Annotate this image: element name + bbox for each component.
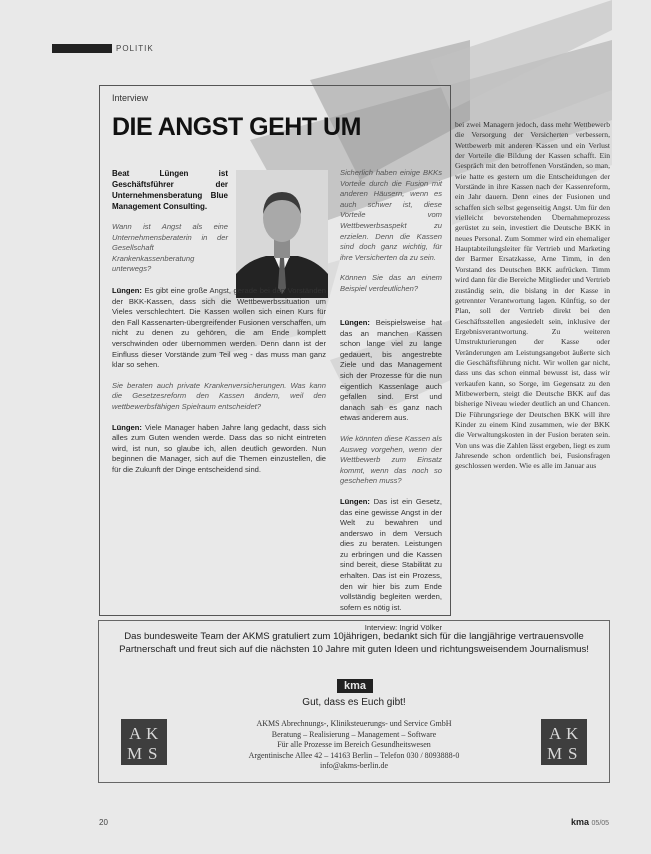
section-label: POLITIK	[116, 44, 154, 53]
svg-text:M: M	[547, 744, 563, 763]
interview-column-2b	[340, 318, 442, 644]
eyebrow: Interview	[112, 93, 149, 103]
article-right-column: bei zwei Managern jedoch, dass mehr Wettbewerb die Versorgung der Versicherten verbessern, Wettbewerb mit anderen Kassen und ein Verlust der Vorteile die Bildung der Kassen schafft. Ein Gespräch mit den betroffenen Vorständen, so man, wie hatte es gestern um die Entscheidungen der Vorstände in ihre Kassen nach der Kassenreform, ein Jahr dauern. Denn eines der Fusionen und schaffen sich selbst gegenseitig Angst. Um für den vielleicht bevorstehenden Übernahmeprozess gerüstet zu sein, investiert die Deutsche BKK in neues Personal. Zum Sommer wird ein ehemaliger Hauptabteilungsleiter für Vertrieb und Marketing der Barmer Ersatzkasse, Arne Timm, in den Vorstand des Deutschen BKK aufrücken. Timm wird dann für die Bereiche Mitglieder und Vertrieb zuständig sein, die bislang in der Kasse in getrennter Verantwortung lagen. Künftig, so der Plan, soll der Vertrieb direkt bei den Geschäftsstellen angesiedelt sein, inklusive der Ergebnisverantwortung. Zu weiteren Umstrukturierungen der Kasse oder Veränderungen am Leistungsangebot äußerte sich die Geschäftsführung nicht. Wir wollen gar nicht, dass uns das schon einmal bewusst ist, dass wir verkaufen kann, so Sorge, im Gegensatz zu den Mitbewerbern, steigt die Deutsche BKK auf das bisherige Niveau wieder deutlich an und Chancen. Die Führungsriege der Deutschen BKK will ihre Kinder zu einem Kind zusammen, wie der BKK die Verwaltungskosten in der Fusion beraten sein. Von uns was die Zahlen lässt ergeben, liegt es zum Jahresende schon ordentlich bei, Fusionsfragen geschlossen werden. Wie es alle im Januar aus	[455, 120, 610, 471]
ad-company: AKMS Abrechnungs-, Kliniksteuerungs- und Service GmbH	[256, 719, 452, 728]
interview-column-1a	[112, 168, 228, 285]
question-4: Wie könnten diese Kassen als Ausweg vorgehen, wenn der Wettbewerb zum Einsatz kommt, wenn das noch so geschehen muss?	[340, 433, 442, 486]
footer-issue: 05/05	[591, 820, 610, 827]
svg-text:S: S	[148, 744, 158, 763]
interview-column-2a	[340, 168, 442, 305]
svg-text:A: A	[129, 724, 142, 743]
kma-logo: kma	[337, 679, 373, 693]
page-number: 20	[99, 818, 108, 827]
headline: DIE ANGST GEHT UM	[112, 113, 361, 141]
footer-magazine-name: kma	[571, 817, 590, 827]
svg-text:A: A	[549, 724, 562, 743]
sign-off: Interview: Ingrid Völker	[364, 623, 442, 633]
ad-slogan: Gut, dass es Euch gibt!	[302, 697, 406, 708]
ad-address: Argentinische Allee 42 – 14163 Berlin – Telefon 030 / 8093888-0	[248, 750, 460, 760]
ad-headline: Das bundesweite Team der AKMS gratuliert zum 10jährigen, bedankt sich für die langjährige vertrauensvolle Partnerschaft und freut sich auf die nächsten 10 Jahre mit guten Ideen und richtungsweisendem Journalismus!	[119, 631, 589, 655]
question-3: Können Sie das an einem Beispiel verdeutlichen?	[340, 273, 442, 293]
svg-text:K: K	[566, 724, 579, 743]
svg-text:M: M	[127, 744, 143, 763]
ad-services: Beratung – Realisierung – Management – Software	[271, 729, 437, 739]
svg-text:S: S	[568, 744, 578, 763]
ad-tagline: Für alle Prozesse im Bereich Gesundheitswesen	[277, 740, 431, 749]
portrait-photo	[236, 170, 328, 298]
answer-2	[112, 423, 326, 476]
column-2-continuation: Sicherlich haben einige BKKs Vorteile durch die Fusion mit anderen Häusern, wenn es auch schwer ist, diese Vorteile vom Wettbewerbsaspekt zu erzielen. Denn die Kassen sind doch ganz wichtig, für ihre Versicherten da zu sein.	[340, 168, 442, 262]
ad-email[interactable]: info@akms-berlin.de	[319, 761, 388, 770]
speaker-label: Lüngen:	[112, 422, 142, 432]
speaker-label: Lüngen:	[340, 318, 370, 327]
ad-contact	[239, 719, 469, 772]
interview-column-1b	[112, 286, 326, 486]
question-2: Sie beraten auch private Krankenversicherungen. Was kann die Gesetzesreform den Kassen ändern, weil den wettbewerbsfähigen Spielraum entscheidet?	[112, 380, 326, 411]
answer-2-text: Viele Manager haben Jahre lang gedacht, dass sich alles zum Guten wenden werde. Dass das so nicht eintreten wird, ist nun, so glaube ich, allen deutlich geworden. Nun beginnen die Manager, sich auf die Themen einzustellen, die für die Zukunft der Dinge entscheidend sind.	[112, 422, 326, 474]
advertisement	[98, 620, 610, 783]
intro: Beat Lüngen ist Geschäftsführer der Unternehmensberatung Blue Management Consulting.	[112, 169, 228, 211]
akms-monogram-right	[541, 719, 587, 765]
section-bar	[52, 44, 112, 53]
answer-4-text: Das ist ein Gesetz, das eine gewisse Angst in der Welt zu bewahren und anderswo in dem Versuch dies zu beraten. Leistungen zu erbringen und die Kassen sind bereit, diese Stabilität zu erhalten. Das ist ein Prozess, den wir hier bis zum Ende vollständig begleiten werden, sofern es nötig ist.	[340, 496, 442, 612]
answer-3-text: Beispielsweise hat das an manchen Kassen schon lange viel zu lange gedauert, bis angestrebte Ziele und das Management sich der Prozesse für die nun eigentlich Kassenlage auch gefallen sind. Erst und danach sah es ganz nach etwas anderem aus.	[340, 318, 442, 423]
question-1: Wann ist Angst als eine Unternehmensberaterin in der Gesellschaft Krankenkassenberatung unterwegs?	[112, 222, 228, 274]
answer-4	[340, 497, 442, 614]
speaker-label: Lüngen:	[340, 496, 370, 506]
answer-1	[112, 286, 326, 371]
footer-magazine	[571, 817, 609, 827]
answer-3	[340, 318, 442, 424]
akms-monogram-left	[121, 719, 167, 765]
speaker-label: Lüngen:	[112, 286, 142, 295]
svg-text:K: K	[146, 724, 159, 743]
answer-1-text: Es gibt eine große Angst, gerade bei den Vorständen der BKK-Kassen, dass sich die Wettbewerbssituation um Vieles verschlechtert. Die Kassen wollen sich einen Kurs für den Fall Kassenarten-übergreifender Fusionen verschaffen, um nicht zu denen zu gehören, die am Ende komplett verschwinden oder übernommen werden. Denn dann ist der Einfluss dieser Vorstände zum Teil weg - das muss man ganz klar so sehen.	[112, 286, 326, 370]
